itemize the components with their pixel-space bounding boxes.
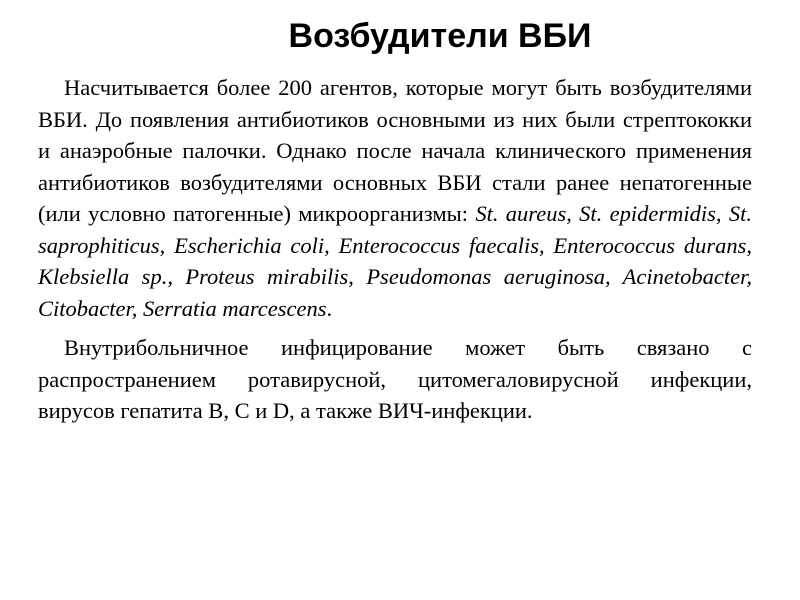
paragraph-viral-infections: Внутрибольничное инфицирование может быть связано с распространением ротавирусной, цитомегаловирусной инфекции, вирусов гепатита В, С и D, а также ВИЧ-инфекции. bbox=[38, 335, 752, 423]
paragraph-pathogens-text: Насчитывается более 200 агентов, которые могут быть возбудителями ВБИ. До появления антибиотиков основными из них были стрептококки и анаэробные палочки. Однако после начала клинического применения антибиотиков возбудителями основных ВБИ стали ранее непатогенные (или условно патогенные) микроорганизмы: bbox=[38, 75, 752, 226]
slide-body bbox=[38, 72, 752, 427]
pathogen-species-list: St. aureus, St. epidermidis, St. saprophiticus, Escherichia coli, Enterococcus faecalis, Enterococcus durans, Klebsiella sp., Proteus mirabilis, Pseudomonas aeruginosa, Acinetobacter, Citobacter, Serratia marcescens bbox=[38, 201, 752, 321]
slide-title: Возбудители ВБИ bbox=[288, 17, 592, 55]
paragraph-pathogens bbox=[38, 72, 752, 324]
paragraph-pathogens-end: . bbox=[326, 295, 333, 321]
